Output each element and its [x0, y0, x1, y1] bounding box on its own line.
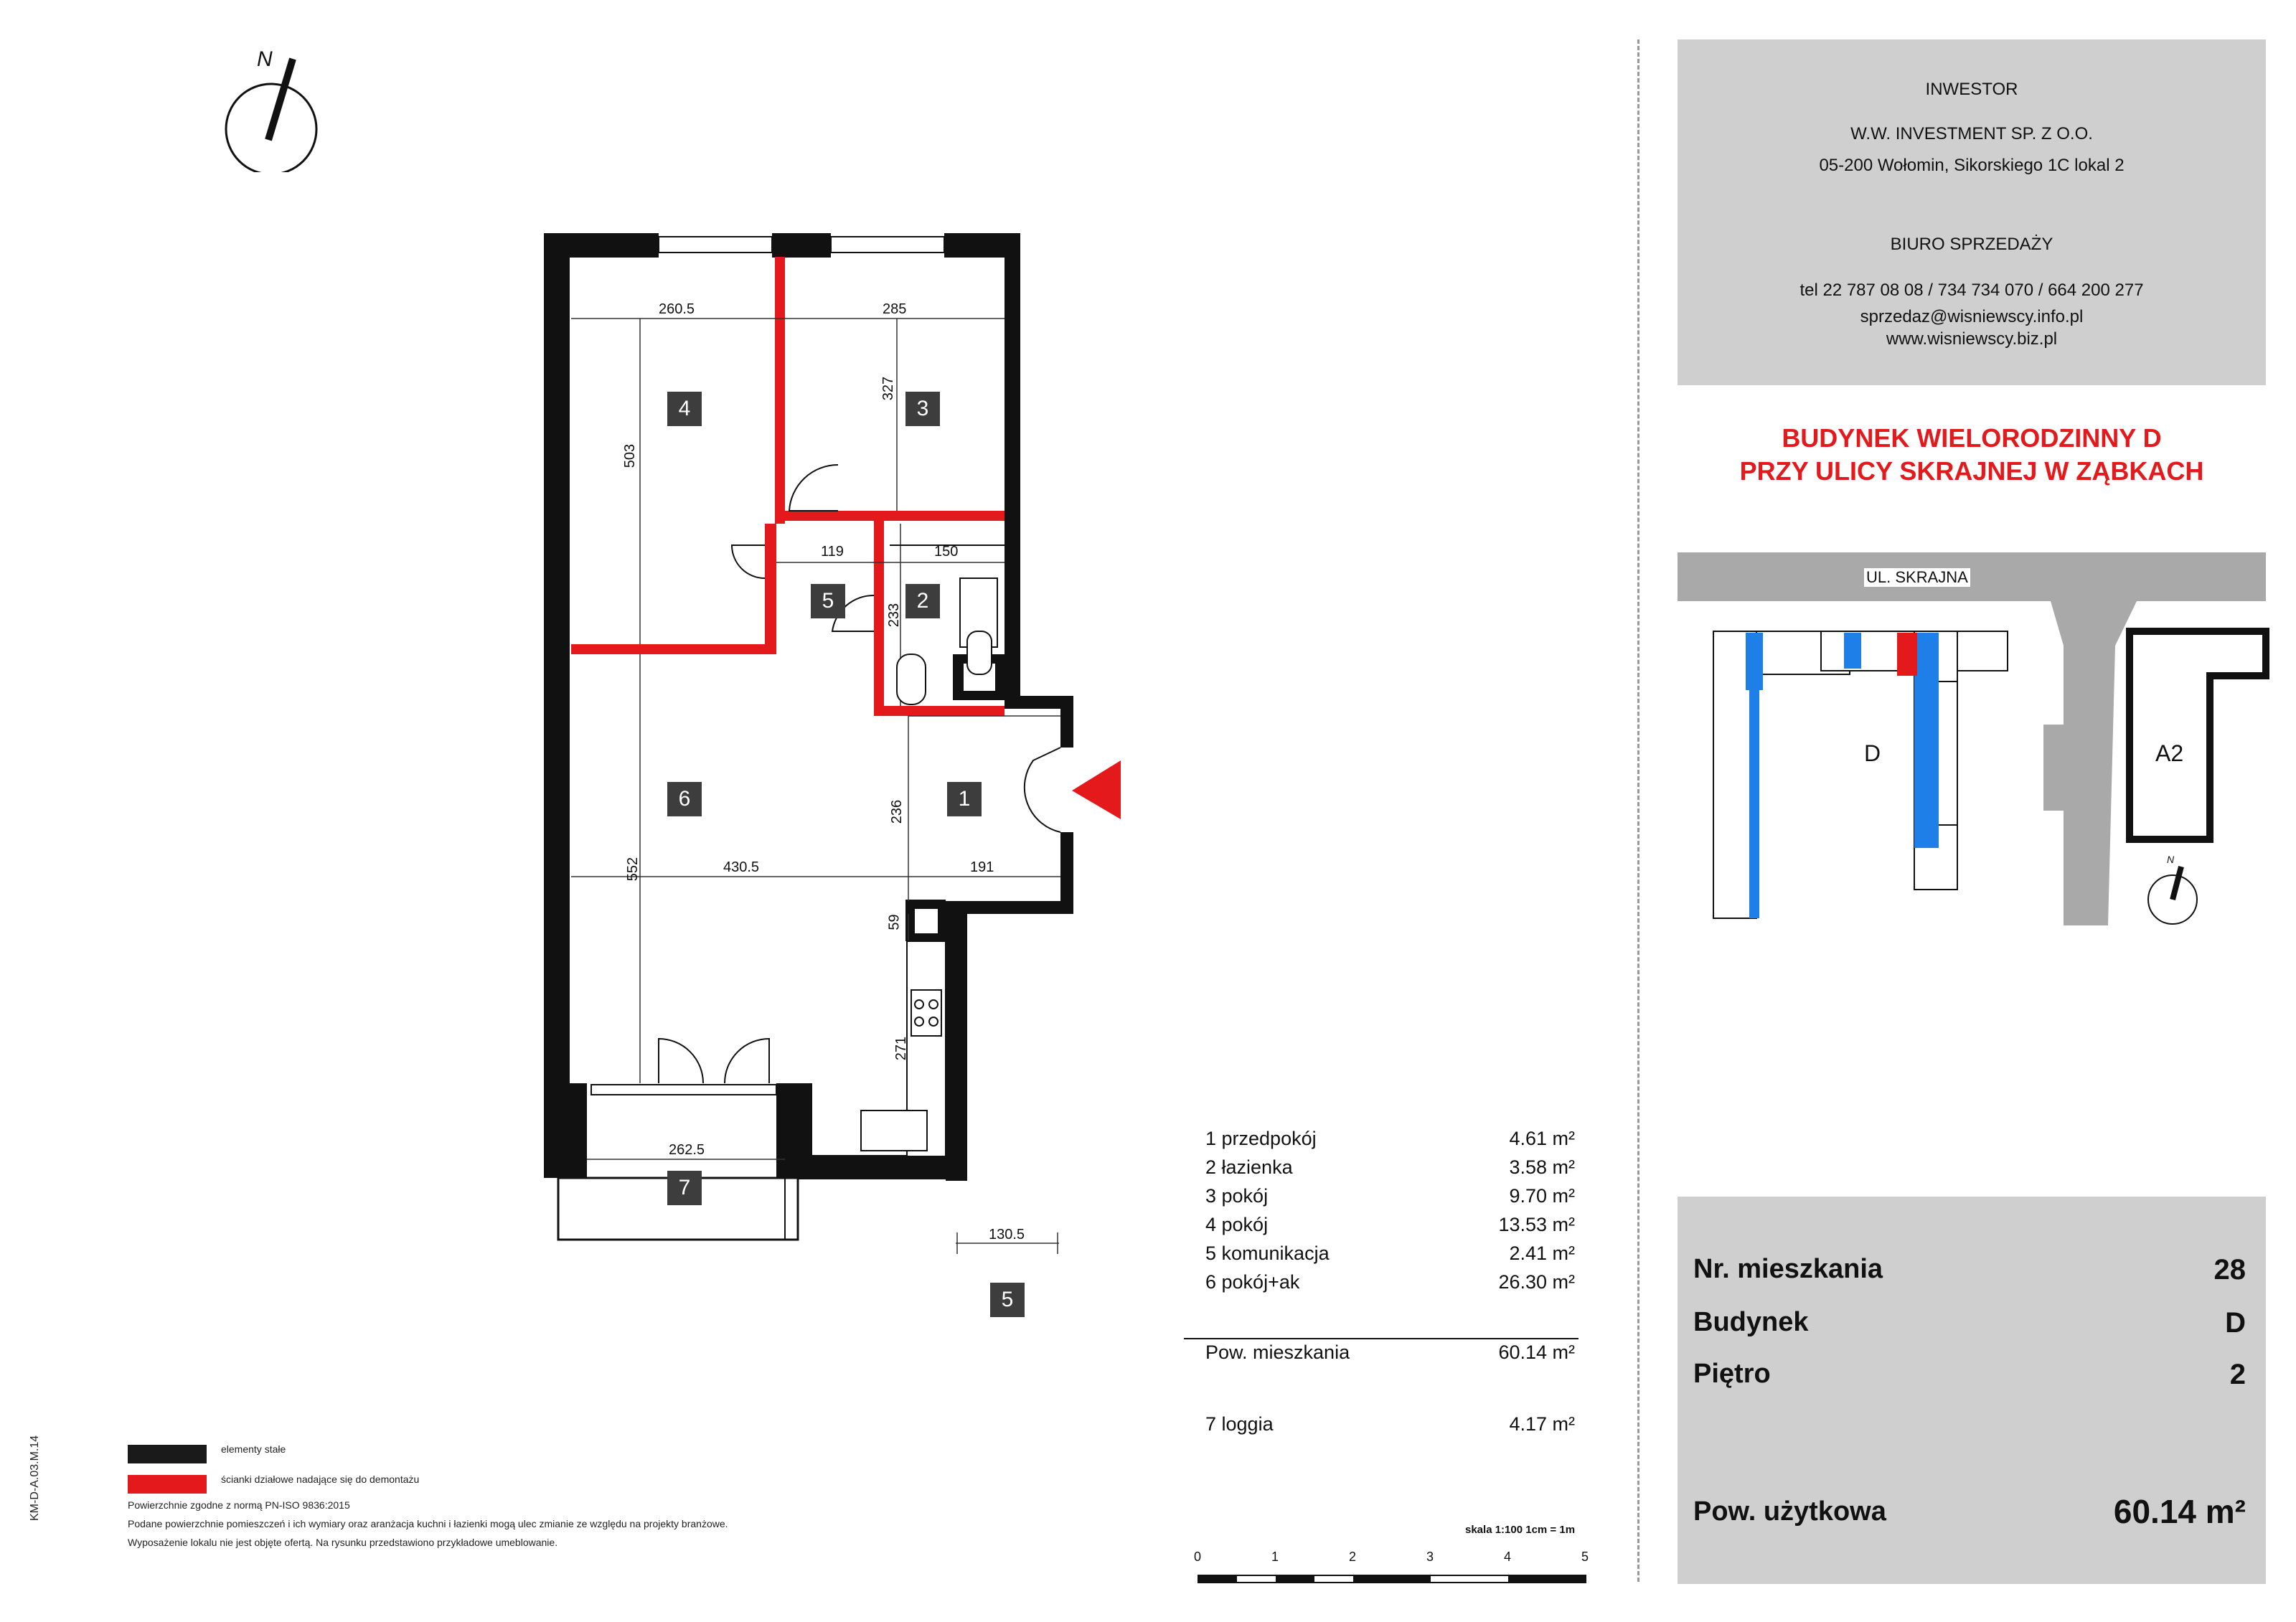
wall-west — [544, 233, 570, 1177]
room-tag-2: 2 — [905, 584, 940, 618]
wall-south-pier — [776, 1083, 812, 1178]
legend-note-1: Powierzchnie zgodne z normą PN-ISO 9836:2015 — [128, 1499, 350, 1511]
dim-503: 503 — [622, 443, 639, 468]
partition-5-west — [765, 524, 776, 654]
north-label: N — [257, 47, 273, 71]
site-neighbor-label: A2 — [2155, 740, 2184, 766]
investor-box — [1678, 39, 2266, 385]
sales-heading: BIURO SPRZEDAŻY — [1890, 235, 2053, 254]
dim-552: 552 — [625, 857, 641, 882]
scale-tick-4: 4 — [1504, 1550, 1512, 1564]
dim-233: 233 — [886, 603, 903, 628]
scale-tick-2: 2 — [1349, 1550, 1357, 1564]
dim-271: 271 — [893, 1036, 910, 1061]
wall-north-mid — [772, 233, 831, 258]
sales-email[interactable]: sprzedaz@wisniewscy.info.pl — [1860, 307, 2084, 326]
drawing-code: KM-D-A.03.M.14 — [29, 1435, 41, 1521]
legend-swatch-fixed — [128, 1445, 207, 1463]
floor-value: 2 — [2229, 1359, 2246, 1390]
dim-430-5: 430.5 — [723, 859, 760, 875]
partition-4-3 — [775, 257, 785, 524]
apartment-label: Nr. mieszkania — [1693, 1254, 1883, 1284]
street-label: UL. SKRAJNA — [1864, 568, 1970, 587]
dim-150: 150 — [934, 544, 959, 560]
scale-tick-3: 3 — [1426, 1550, 1434, 1564]
site-building-label: D — [1864, 740, 1881, 766]
wall-entry-bottom-jamb — [1060, 832, 1073, 911]
legend-note-2: Podane powierzchnie pomieszczeń i ich wymiary oraz aranżacja kuchni i łazienki mogą ulec zmianie ze względu na projekty branżowe. — [128, 1518, 728, 1529]
wall-entry-top-jamb — [1060, 696, 1073, 748]
floor-plan — [0, 0, 1148, 1291]
room-tag-7: 7 — [667, 1171, 702, 1205]
wall-east-upper — [1004, 233, 1020, 699]
partition-4-6 — [571, 644, 775, 654]
investor-company: W.W. INVESTMENT SP. Z O.O. — [1850, 124, 2093, 143]
dim-236: 236 — [889, 799, 905, 824]
wall-north-left — [544, 233, 659, 258]
dim-327: 327 — [880, 376, 897, 401]
stair-tag-5: 5 — [990, 1283, 1025, 1317]
partition-2-south — [874, 706, 1004, 716]
legend-fixed: elementy stałe — [221, 1443, 286, 1455]
room-tag-3: 3 — [905, 392, 940, 426]
divider — [1637, 39, 1639, 1582]
apartment-value: 28 — [2213, 1254, 2246, 1286]
usable-area-value: 60.14 m² — [2113, 1493, 2246, 1530]
dim-59: 59 — [886, 914, 903, 930]
scale-tick-0: 0 — [1194, 1550, 1202, 1564]
investor-heading: INWESTOR — [1925, 80, 2018, 99]
room-tag-5: 5 — [811, 584, 845, 618]
partition-2-west — [874, 511, 884, 716]
legend-swatch-removable — [128, 1475, 207, 1494]
room-tag-4: 4 — [667, 392, 702, 426]
dim-191: 191 — [970, 859, 994, 875]
building-title-line2: PRZY ULICY SKRAJNEJ W ZĄBKACH — [1739, 456, 2204, 486]
legend-note-3: Wyposażenie lokalu nie jest objęte ofertą. Na rysunku przedstawiono przykładowe umeblowanie. — [128, 1537, 558, 1548]
floor-label: Piętro — [1693, 1359, 1771, 1389]
sales-phones: tel 22 787 08 08 / 734 734 070 / 664 200 277 — [1799, 280, 2144, 300]
wall-south-kitchen — [798, 1155, 967, 1179]
room-tag-6: 6 — [667, 782, 702, 816]
summary-box — [1678, 1197, 2266, 1584]
scale-tick-5: 5 — [1581, 1550, 1589, 1564]
usable-area-label: Pow. użytkowa — [1693, 1496, 1886, 1527]
scale-label: skala 1:100 1cm = 1m — [1465, 1524, 1576, 1536]
dim-262-5: 262.5 — [669, 1142, 705, 1158]
entry-arrow — [1072, 760, 1121, 819]
dim-119: 119 — [821, 544, 844, 560]
legend-removable: ścianki działowe nadające się do demontażu — [221, 1474, 420, 1485]
room-tag-1: 1 — [947, 782, 982, 816]
dim-285: 285 — [883, 301, 907, 317]
building-label: Budynek — [1693, 1307, 1809, 1337]
wall-east-lower — [946, 901, 967, 1181]
building-value: D — [2225, 1307, 2246, 1339]
building-title-line1: BUDYNEK WIELORODZINNY D — [1782, 423, 2162, 453]
site-north-label: N — [2167, 854, 2175, 865]
sales-website[interactable]: www.wisniewscy.biz.pl — [1886, 329, 2058, 349]
dim-260-5: 260.5 — [659, 301, 695, 317]
partition-3-2 — [775, 511, 1004, 521]
dim-130-5: 130.5 — [989, 1227, 1025, 1243]
scale-tick-1: 1 — [1271, 1550, 1279, 1564]
wall-south-left-pier — [544, 1083, 587, 1178]
investor-address: 05-200 Wołomin, Sikorskiego 1C lokal 2 — [1819, 156, 2125, 175]
